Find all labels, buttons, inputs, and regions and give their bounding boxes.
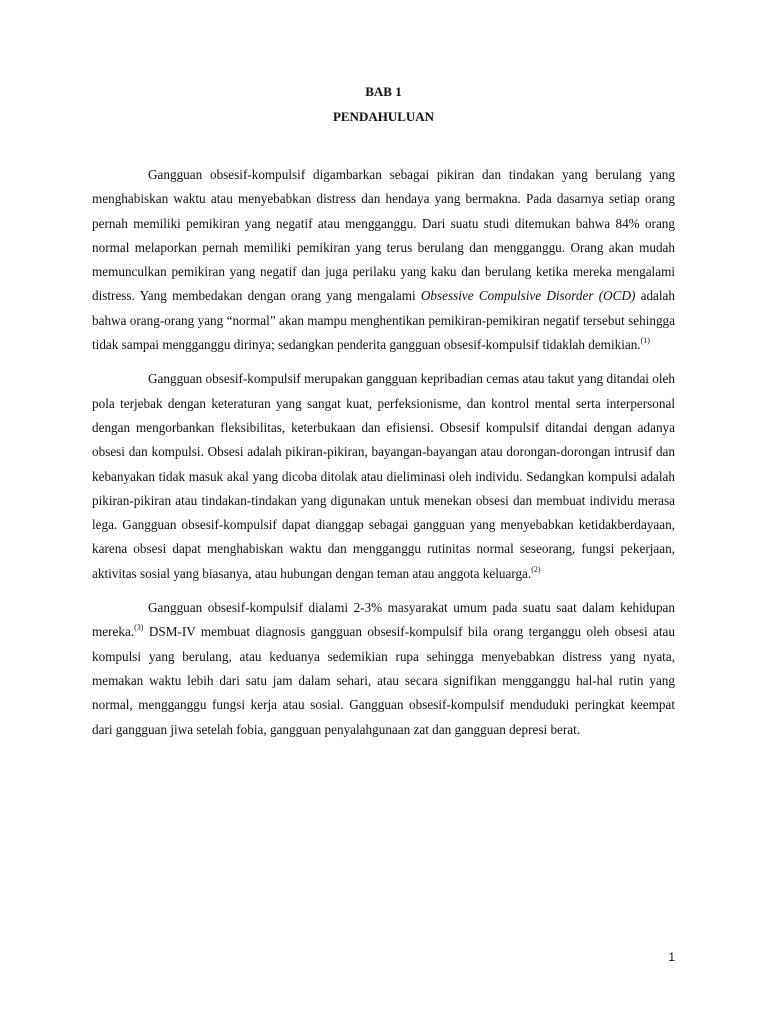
paragraph-2 — [92, 367, 675, 586]
paragraph-1-emphasis: Obsessive Compulsive Disorder (OCD) — [420, 288, 636, 304]
paragraph-1-text-b: adalah bahwa orang-orang yang “normal” akan mampu menghentikan pemikiran-pemikiran negatif tersebut sehingga tidak sampai mengganggu dirinya; sedangkan penderita gangguan obsesif-kompulsif tidaklah demikian. — [92, 288, 676, 353]
citation-3: (3) — [134, 623, 144, 633]
paragraph-3 — [92, 596, 675, 742]
citation-2: (2) — [531, 564, 541, 574]
chapter-title: PENDAHULUAN — [332, 109, 435, 124]
paragraph-3-text-b: DSM-IV membuat diagnosis gangguan obsesif-kompulsif bila orang terganggu oleh obsesi atau kompulsi yang berulang, atau keduanya sedemikian rupa sehingga menyebabkan distress yang nyata, memakan waktu lebih dari satu jam dalam sehari, atau secara signifikan mengganggu hal-hal rutin yang normal, mengganggu fungsi kerja atau sosial. Gangguan obsesif-kompulsif menduduki peringkat keempat dari gangguan jiwa setelah fobia, gangguan penyalahgunaan zat dan gangguan depresi berat. — [92, 624, 675, 737]
paragraph-1-text-a: Gangguan obsesif-kompulsif digambarkan sebagai pikiran dan tindakan yang berulang yang menghabiskan waktu atau menyebabkan distress dan hendaya yang bermakna. Pada dasarnya setiap orang pernah memiliki pemikiran yang negatif atau mengganggu. Dari suatu studi ditemukan bahwa 84% orang normal melaporkan pernah memiliki pemikiran yang terus berulang dan mengganggu. Orang akan mudah memunculkan pemikiran yang negatif dan juga perilaku yang kaku dan berulang ketika mereka mengalami distress. Yang membedakan dengan orang yang mengalami — [92, 167, 675, 304]
paragraph-3-text-a: Gangguan obsesif-kompulsif dialami 2-3% masyarakat umum pada suatu saat dalam kehidupan mereka. — [92, 600, 675, 640]
document-page — [92, 84, 675, 752]
page-number: 1 — [668, 950, 675, 964]
paragraph-2-text: Gangguan obsesif-kompulsif merupakan gangguan kepribadian cemas atau takut yang ditandai oleh pola terjebak dengan keteraturan yang sangat kuat, perfeksionisme, dan kontrol mental serta interpersonal dengan mengorbankan fleksibilitas, keterbukaan dan efisiensi. Obsesif kompulsif ditandai dengan adanya obsesi dan kompulsi. Obsesi adalah pikiran-pikiran, bayangan-bayangan atau dorongan-dorongan intrusif dan kebanyakan tidak masuk akal yang dicoba ditolak atau dieliminasi oleh individu. Sedangkan kompulsi adalah pikiran-pikiran atau tindakan-tindakan yang digunakan untuk menekan obsesi dan membuat individu merasa lega. Gangguan obsesif-kompulsif dapat dianggap sebagai gangguan yang menyebabkan ketidakberdayaan, karena obsesi dapat menghabiskan waktu dan mengganggu rutinitas normal seseorang, fungsi pekerjaan, aktivitas sosial yang biasanya, atau hubungan dengan teman atau anggota keluarga. — [92, 371, 675, 581]
chapter-label: BAB 1 — [365, 84, 402, 99]
paragraph-1 — [92, 163, 675, 357]
citation-1: (1) — [640, 336, 650, 346]
